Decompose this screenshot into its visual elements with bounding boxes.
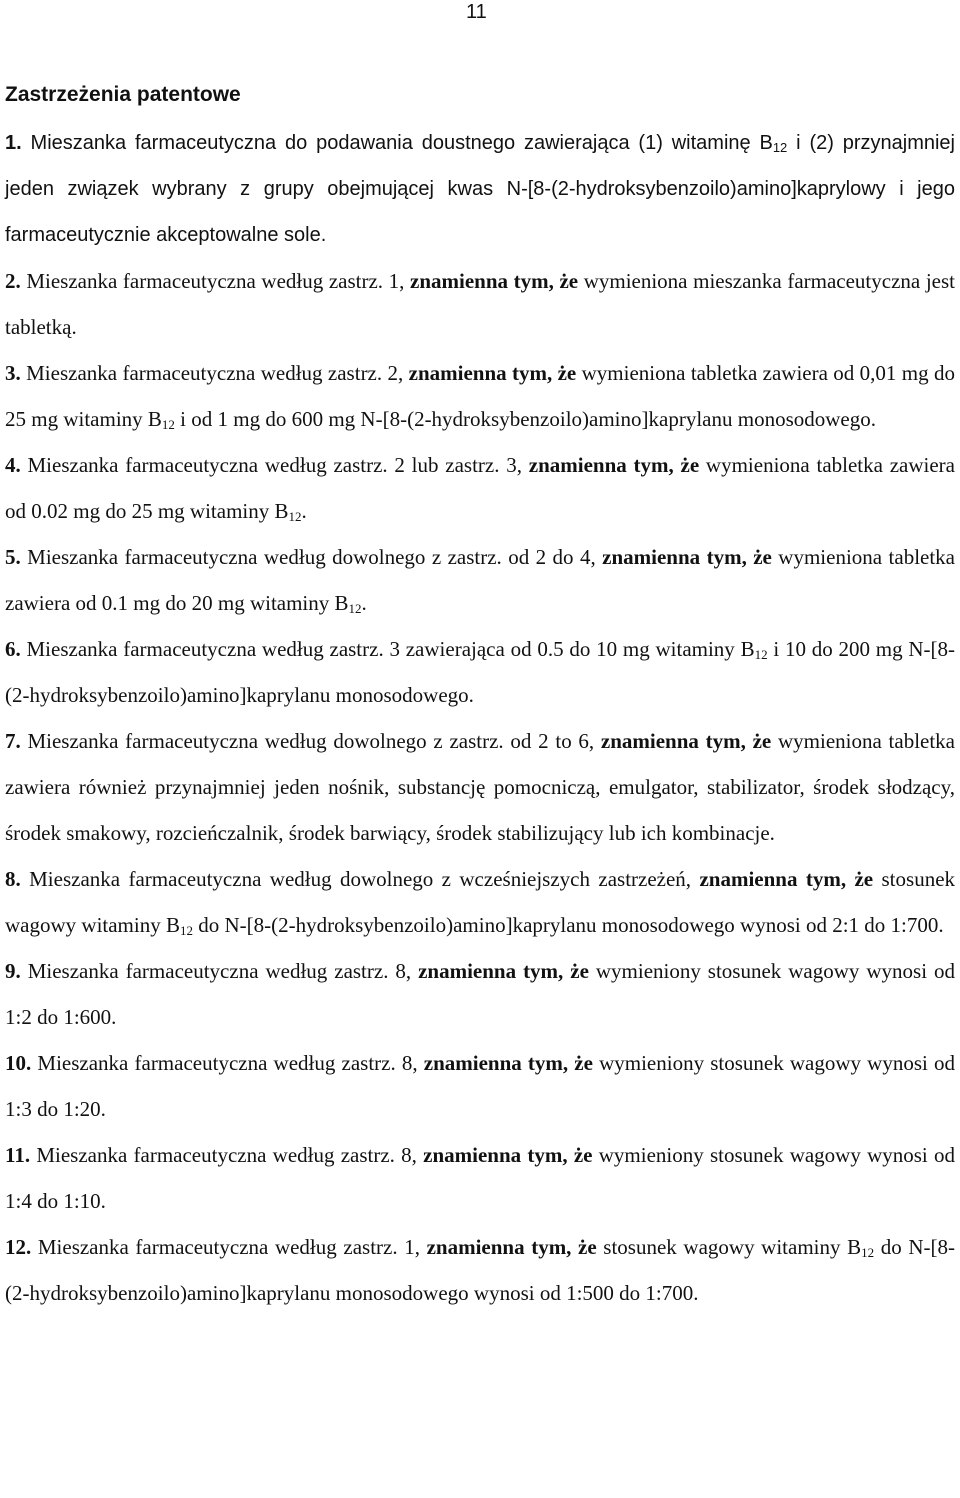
claim-text: Mieszanka farmaceutyczna według dowolnego z zastrz. od 2 do 4, xyxy=(20,545,603,569)
claim-text: i 10 do 200 mg N-[8-(2-hydroksybenzoilo)amino]kaprylanu monosodowego. xyxy=(5,637,955,707)
claim-text: i (2) przynajmniej jeden związek wybrany z grupy obejmującej kwas N-[8-(2-hydroksybenzoilo)amino]kaprylowy i jego farmaceutycznie akceptowalne sole. xyxy=(5,132,955,246)
claim-text: Mieszanka farmaceutyczna według zastrz. 8, xyxy=(31,1051,424,1075)
claim-keyword: znamienna tym, że xyxy=(528,453,700,477)
claim-keyword: znamienna tym, że xyxy=(423,1051,593,1075)
claim-keyword: znamienna tym, że xyxy=(602,545,772,569)
claim-text: Mieszanka farmaceutyczna według zastrz. 1, xyxy=(31,1235,427,1259)
claim-3 xyxy=(5,350,955,442)
claim-number: 2. xyxy=(5,269,21,293)
claim-keyword: znamienna tym, że xyxy=(418,959,589,983)
claim-text: wymieniona tabletka zawiera od 0.1 mg do 20 mg witaminy B xyxy=(5,545,956,615)
claim-text: Mieszanka farmaceutyczna do podawania doustnego zawierająca (1) witaminę B xyxy=(21,132,773,154)
claim-keyword: znamienna tym, że xyxy=(600,729,772,753)
claim-number: 11. xyxy=(5,1143,31,1167)
claim-text: wymieniona tabletka zawiera od 0.02 mg do 25 mg witaminy B xyxy=(5,453,955,523)
claim-text: Mieszanka farmaceutyczna według zastrz. 1, xyxy=(20,269,410,293)
claims-list xyxy=(5,120,955,1316)
claim-text: Mieszanka farmaceutyczna według zastrz. 2, xyxy=(20,361,409,385)
claim-9 xyxy=(5,948,955,1040)
claim-text: do N-[8-(2-hydroksybenzoilo)amino]kaprylanu monosodowego wynosi od 2:1 do 1:700. xyxy=(192,913,944,937)
page-title: Zastrzeżenia patentowe xyxy=(5,83,241,106)
claim-11 xyxy=(5,1132,955,1224)
claim-1 xyxy=(5,120,955,258)
claim-text: Mieszanka farmaceutyczna według zastrz. 8, xyxy=(20,959,419,983)
claim-number: 10. xyxy=(5,1051,32,1075)
claim-text: wymieniona tabletka zawiera od 0,01 mg do 25 mg witaminy B xyxy=(5,361,955,431)
claim-2 xyxy=(5,258,955,350)
claim-number: 12. xyxy=(5,1235,32,1259)
claim-text: wymieniona tabletka zawiera również przynajmniej jeden nośnik, substancję pomocniczą, emulgator, stabilizator, środek słodzący, środek smakowy, rozcieńczalnik, środek barwiący, środek stabilizujący lub ich kombinacje. xyxy=(5,729,956,845)
claim-number: 7. xyxy=(5,729,21,753)
claim-text: i od 1 mg do 600 mg N-[8-(2-hydroksybenzoilo)amino]kaprylanu monosodowego. xyxy=(174,407,876,431)
claim-keyword: znamienna tym, że xyxy=(408,361,577,385)
subscript: 12 xyxy=(754,647,768,662)
claim-number: 4. xyxy=(5,453,21,477)
claim-keyword: znamienna tym, że xyxy=(423,1143,593,1167)
claim-text: . xyxy=(301,499,307,523)
subscript: 12 xyxy=(861,1245,875,1260)
claim-5 xyxy=(5,534,955,626)
claim-text: Mieszanka farmaceutyczna według dowolnego z zastrz. od 2 to 6, xyxy=(20,729,601,753)
claim-text: . xyxy=(361,591,367,615)
claim-number: 6. xyxy=(5,637,21,661)
claim-text: Mieszanka farmaceutyczna według zastrz. 3 zawierająca od 0.5 do 10 mg witaminy B xyxy=(20,637,755,661)
claim-number: 8. xyxy=(5,867,21,891)
claim-text: wymieniona mieszanka farmaceutyczna jest tabletką. xyxy=(5,269,955,339)
claim-12 xyxy=(5,1224,955,1316)
claim-number: 3. xyxy=(5,361,21,385)
claim-text: Mieszanka farmaceutyczna według zastrz. 8, xyxy=(30,1143,424,1167)
claim-text: stosunek wagowy witaminy B xyxy=(5,867,956,937)
claim-number: 1. xyxy=(5,132,22,154)
claim-7 xyxy=(5,718,955,856)
claim-keyword: znamienna tym, że xyxy=(410,269,579,293)
claim-text: do N-[8-(2-hydroksybenzoilo)amino]kaprylanu monosodowego wynosi od 1:500 do 1:700. xyxy=(5,1235,955,1305)
claim-number: 5. xyxy=(5,545,21,569)
claim-6 xyxy=(5,626,955,718)
claim-keyword: znamienna tym, że xyxy=(699,867,874,891)
claim-text: wymieniony stosunek wagowy wynosi od 1:3 do 1:20. xyxy=(5,1051,955,1121)
claim-text: Mieszanka farmaceutyczna według zastrz. 2 lub zastrz. 3, xyxy=(20,453,529,477)
claim-4 xyxy=(5,442,955,534)
claim-number: 9. xyxy=(5,959,21,983)
claim-text: Mieszanka farmaceutyczna według dowolnego z wcześniejszych zastrzeżeń, xyxy=(20,867,700,891)
subscript: 12 xyxy=(288,509,302,524)
claim-text: wymieniony stosunek wagowy wynosi od 1:2 do 1:600. xyxy=(5,959,955,1029)
page-number: 11 xyxy=(466,1,487,23)
claim-text: wymieniony stosunek wagowy wynosi od 1:4 do 1:10. xyxy=(5,1143,955,1213)
claim-8 xyxy=(5,856,955,948)
claim-text: stosunek wagowy witaminy B xyxy=(596,1235,862,1259)
claim-keyword: znamienna tym, że xyxy=(426,1235,597,1259)
subscript: 12 xyxy=(179,923,193,938)
subscript: 12 xyxy=(348,601,362,616)
subscript: 12 xyxy=(772,140,788,155)
subscript: 12 xyxy=(161,417,175,432)
claim-10 xyxy=(5,1040,955,1132)
